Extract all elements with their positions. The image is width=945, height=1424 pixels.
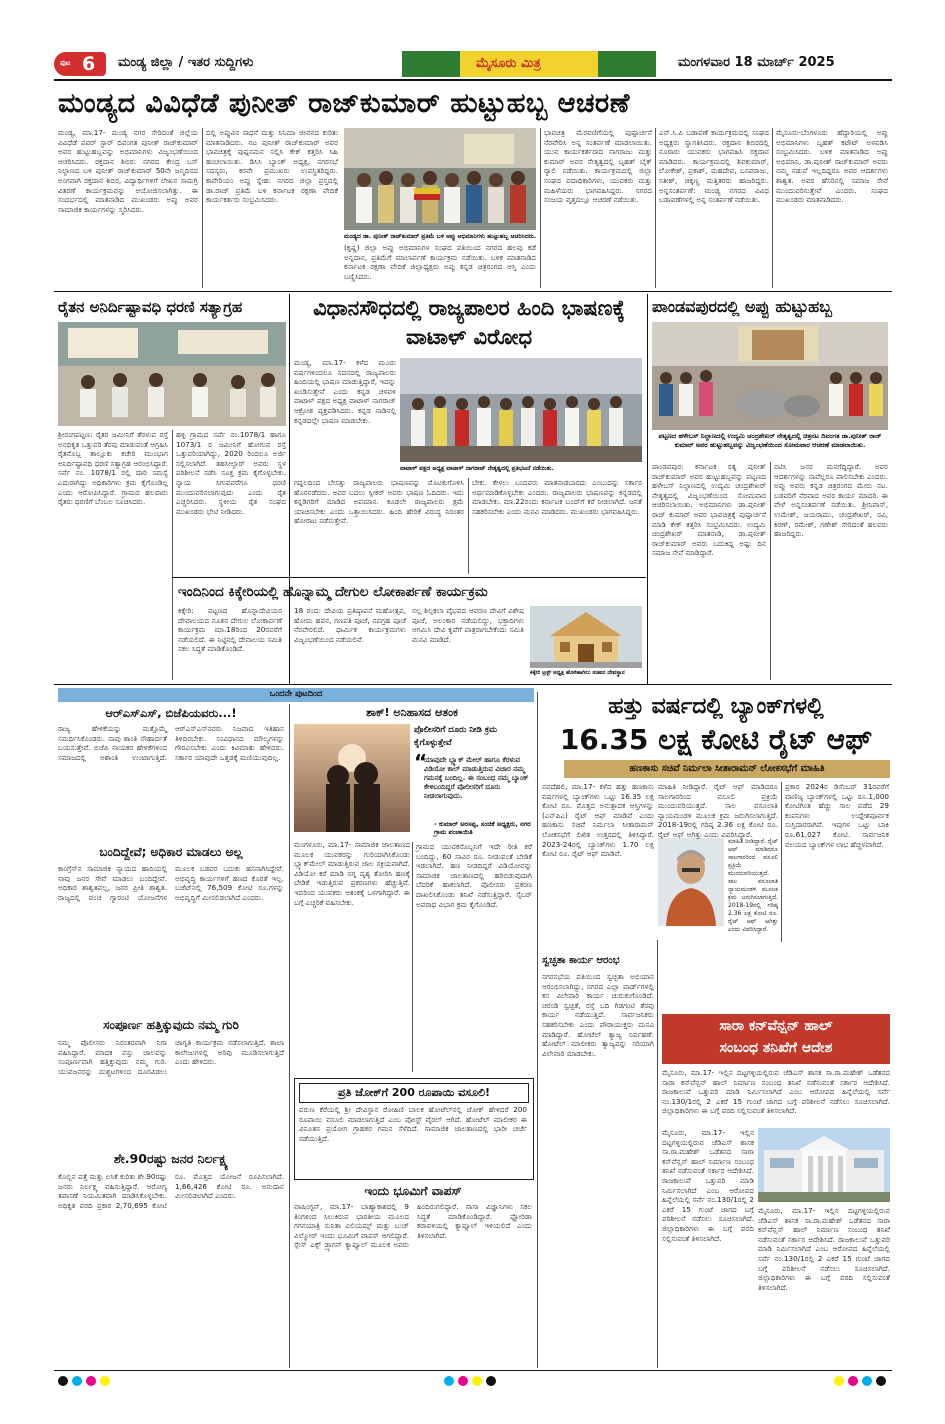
sampoorna-headline: ಸಂಪೂರ್ಣ ಹತ್ತಿಕ್ಕುವುದು ನಮ್ಮ ಗುರಿ [103,1018,239,1032]
joke-box [294,1078,534,1180]
continued-bar [58,688,534,702]
bhoomi-headline: ಇಂದು ಭೂಮಿಗೆ ವಾಪಸ್ [364,1184,462,1198]
shekada-headline: ಶೇ.90ರಷ್ಟು ಜನರ ನಿರ್ಲಕ್ಷ್ಯ [113,1151,229,1166]
page-number-badge [54,52,106,76]
page-label: ಪುಟ [60,59,71,67]
dharna-photo [58,322,286,426]
bandidde-body: ಕಾಂಗ್ರೆಸ್‌ನ ಸಾಮಾಜಿಕ ನ್ಯಾಯದ ಹಾದಿಯಲ್ಲಿ ನಾವು ಜನರ ಸೇವೆ ಮಾಡಲು ಬಂದಿದ್ದೇವೆ. ಅಧಿಕಾರ ಶಾಶ್ವತವಲ್ಲ, ಜನರ ಪ್ರೀತಿ ಶಾಶ್ವತ. ರಾಜ್ಯದಲ್ಲಿ ಪಂಚ ಗ್ಯಾರಂಟಿ ಯೋಜನೆಗಳ ಮೂಲಕ ಬಡವರ ಬದುಕು ಹಸನಾಗಿಸಿದ್ದೇವೆ. ಅಭಿವೃದ್ಧಿ ಕಾರ್ಯಗಳಿಗೆ ಹಣದ ಕೊರತೆ ಇಲ್ಲ. ಬಜೆಟ್‌ನಲ್ಲಿ 76,509 ಕೋಟಿ ರೂ.ಗಳನ್ನು ಅಭಿವೃದ್ಧಿಗೆ ಮೀಸಲಿಡಲಾಗಿದೆ ಎಂದರು. [58,864,284,902]
dharna-body-col1: ಶ್ರೀರಂಗಪಟ್ಟಣ: ರೈತರ ಜಮೀನಿಗೆ ತೆರಳುವ ರಸ್ತೆ ಅನಧಿಕೃತ ಒತ್ತುವರಿ ತೆರವು ಮಾಡುವಂತೆ ಆಗ್ರಹಿಸಿ ರೈತನೊಬ್ಬ ತಾಲ್ಲೂಕು ಕಚೇರಿ ಮುಂಭಾಗ ಅನಿರ್ದಿಷ್ಟಾವಧಿ ಧರಣಿ ಸತ್ಯಾಗ್ರಹ ಆರಂಭಿಸಿದ್ದಾರೆ. ಸರ್ವೆ ನಂ. 1078/1 ರಲ್ಲಿ ದಾರಿ ಸಮಸ್ಯೆ ಎದುರಾಗಿದ್ದು ಅಧಿಕಾರಿಗಳು ಕ್ರಮ ಕೈಗೊಂಡಿಲ್ಲ ಎಂದು ಆರೋಪಿಸಿದ್ದಾರೆ. ಗ್ರಾಮದ ಹಲವಾರು ರೈತರು ಧರಣಿಗೆ ಬೆಂಬಲ ಸೂಚಿಸಿದರು. [58,430,168,507]
paper-name-band [402,51,656,77]
bank-headline-line1: ಹತ್ತು ವರ್ಷದಲ್ಲಿ ಬ್ಯಾಂಕ್‌ಗಳಲ್ಲಿ [608,694,824,719]
celebration-photo-image [652,322,888,430]
protest-group-image [400,358,642,462]
bank-photo [658,838,724,926]
continued-label: ಒಂದನೇ ಪುಟದಿಂದ [269,689,323,699]
section-label: ಮಂಡ್ಯ ಜಿಲ್ಲಾ / ಇತರ ಸುದ್ದಿಗಳು [118,55,254,70]
convention-hall-image [758,1128,890,1202]
temple-headline: ಇಂದಿನಿಂದ ಕಿಕ್ಕೇರಿಯಲ್ಲಿ ಹೊನ್ನಾಮ್ಮ ದೇಗುಲ ಲೋಕಾರ್ಪಣೆ ಕಾರ್ಯಕ್ರಮ [178,584,488,600]
pandavapura-photo [652,322,888,430]
bank-headline-line2: 16.35 ಲಕ್ಷ ಕೋಟಿ ರೈಟ್ ಆಫ್ [559,723,873,756]
lead-body-col2: ದಲ್ಲಿ ಅಪ್ಪುವಿನ ಸಾಧನೆ ಮತ್ತು ಸಿನಿಮಾ ಜೀವನದ ಕುರಿತು ಮಾತನಾಡಿದರು. ನಟ ಪುನೀತ್ ರಾಜ್‌ಕುಮಾರ್ ಅವರ ಭಾವಚಿತ್ರಕ್ಕೆ ಪುಷ್ಪನಮನ ಸಲ್ಲಿಸಿ ಕೇಕ್ ಕತ್ತರಿಸಿ ಸಿಹಿ ಹಂಚಲಾಯಿತು. ಡಿಸಿಸಿ ಬ್ಯಾಂಕ್ ಅಧ್ಯಕ್ಷ, ನಗರಸಭೆ ಸದಸ್ಯರು, ಕರವೇ ಪ್ರಮುಖರು ಉಪಸ್ಥಿತರಿದ್ದರು. ಕಾವೇರಿಯಂ ಅಪ್ಪು ಸ್ನೇಹ: ನಗರದ ಜಿಲ್ಲಾ ಪ್ರಸ್ತದಲ್ಲಿ ಡಾ.ರಾಜ್ ಪ್ರತಿಮೆ ಬಳಿ ಕರ್ನಾಟಕ ರಕ್ಷಣಾ ವೇದಿಕೆ ಕಾರ್ಯಕರ್ತರು ಸಂಭ್ರಮಿಸಿದರು. [206,128,338,205]
bank-subhead [564,760,890,778]
paper-name: ಮೈಸೂರು ಮಿತ್ರ [476,56,541,71]
pandavapura-headline: ಪಾಂಡವಪುರದಲ್ಲಿ ಅಪ್ಪು ಹುಟ್ಟುಹಬ್ಬ [652,297,832,316]
temple-photo [530,606,642,668]
shock-quote: ಯಾವುದೇ ಬ್ಲ್ಯಾಕ್ ಮೇಲ್ ಹಾಗೂ ಕೆರಳುವ ವಿಡಿಯೋ ಕಾಲ್ ಮಾಡುತ್ತಿರುವ ವಿಚಾರ ನಮ್ಮ ಗಮನಕ್ಕೆ ಬಂದಿಲ್ಲ. ಈ ಸಂಬಂಧ ನಮ್ಮ ಬ್ಯಾಂಕ್ ಕೇಳಿಬಂದಿದ್ದರೆ ಪೊಲೀಸರಿಗೆ ದೂರು ನೀಡಲಾಗುವುದು. [424,756,529,800]
joke-body: ವರುಣ ಕೆರೆಯಲ್ಲಿ ಶ್ರೀ ದೇವಿಸ್ಥಾನ ರೋಹಿಣಿ ಬಾಲಕ ಹೋಟೆಲ್‌ನಲ್ಲಿ ಜೋಕ್ ಹೇಳಿದರೆ 200 ರೂಪಾಯಿ ವಸೂಲಿ ಮಾಡಲಾಗುತ್ತಿದೆ ಎಂಬ ಪೋಸ್ಟ್ ವೈರಲ್ ಆಗಿದೆ. ಹೋಟೆಲ್ ಮಾಲೀಕರ ಈ ವಿನೂತನ ಪ್ರಯೋಗ ಗ್ರಾಹಕರ ಗಮನ ಸೆಳೆದಿದೆ. ಸಾಮಾಜಿಕ ಜಾಲತಾಣದಲ್ಲಿ ಭಾರೀ ಚರ್ಚೆ ನಡೆಯುತ್ತಿದೆ. [299,1105,527,1143]
vidhana-body-intro: ಮಂಡ್ಯ, ಮಾ.17- ಕಳೆದ ಮೂರು ವರ್ಷಗಳಿಂದಲೂ ಸದನದಲ್ಲಿ ರಾಜ್ಯಪಾಲರು ಹಿಂದಿಯಲ್ಲಿ ಭಾಷಣ ಮಾಡುತ್ತಿದ್ದಾರೆ, ಇದನ್ನು ಖಂಡಿಸುತ್ತೇವೆ ಎಂದು ಕನ್ನಡ ಚಳವಳಿ ವಾಟಾಳ್ ಪಕ್ಷದ ಅಧ್ಯಕ್ಷ ವಾಟಾಳ್ ನಾಗರಾಜ್ ಆಕ್ರೋಶ ವ್ಯಕ್ತಪಡಿಸಿದರು. ಕನ್ನಡ ನಾಡಿನಲ್ಲಿ ಕನ್ನಡದಲ್ಲೇ ಭಾಷಣ ಮಾಡಬೇಕು. [294,358,396,425]
swachhata-body: ನಗರಸಭೆಯ ವತಿಯಿಂದ ಸ್ವಚ್ಛತಾ ಅಭಿಯಾನ ಆರಂಭಿಸಲಾಗಿದ್ದು, ನಗರದ ಎಲ್ಲಾ ವಾರ್ಡ್‌ಗಳಲ್ಲಿ ಕಸ ವಿಲೇವಾರಿ ಕಾರ್ಯ ಚುರುಕುಗೊಂಡಿದೆ. ಚರಂಡಿ ಸ್ವಚ್ಛತೆ, ರಸ್ತೆ ಬದಿ ಗಿಡಗಂಟಿ ತೆರವು ಕಾರ್ಯ ನಡೆಯುತ್ತಿದೆ. ಸಾರ್ವಜನಿಕರು ಸಹಕರಿಸಬೇಕು ಎಂದು ಪೌರಾಯುಕ್ತರು ಮನವಿ ಮಾಡಿದ್ದಾರೆ. ಹೋಟೆಲ್ ತ್ಯಾಜ್ಯ ನಿರ್ವಹಣೆ: ಹೋಟೆಲ್ ಮಾಲೀಕರು ತ್ಯಾಜ್ಯವನ್ನು ಸರಿಯಾಗಿ ವಿಲೇವಾರಿ ಮಾಡಬೇಕು. [542,972,654,1058]
shock-quote-box [414,750,534,840]
shock-body-col2: ಗ್ರಾಮದ ಯುವಕನೊಬ್ಬನಿಗೆ ಇದೇ ರೀತಿ ಕರೆ ಬಂದಿದ್ದು, 60 ಸಾವಿರ ರೂ. ನೀಡುವಂತೆ ಬೇಡಿಕೆ ಇಡಲಾಗಿದೆ. ಹಣ ನೀಡದಿದ್ದರೆ ವಿಡಿಯೋವನ್ನು ಸಾಮಾಜಿಕ ಜಾಲತಾಣದಲ್ಲಿ ಹರಿಬಿಡುವುದಾಗಿ ಬೆದರಿಕೆ ಹಾಕಲಾಗಿದೆ. ಪೊಲೀಸರು ಪ್ರಕರಣ ದಾಖಲಿಸಿಕೊಂಡು ತನಿಖೆ ನಡೆಸುತ್ತಿದ್ದಾರೆ. ಸೈಬರ್ ಅಪರಾಧ ವಿಭಾಗ ಕ್ರಮ ಕೈಗೊಂಡಿದೆ. [416,842,532,909]
masthead-rule [54,79,892,81]
vidhana-body-col3: ಬೇಕು. ಕೇಳಲು ಬಂದವರು ಮಾತನಾಡಬಾರದು ಎಂಬುದನ್ನು ಸರ್ಕಾರ ಅರ್ಥಮಾಡಿಕೊಳ್ಳಬೇಕು ಎಂದರು. ರಾಜ್ಯಪಾಲರು ಭಾಷಣವನ್ನು ಕನ್ನಡದಲ್ಲಿ ಮಾಡಬೇಕು. ಮಾ.22ರಂದು ಕರ್ನಾಟಕ ಬಂದ್‌ಗೆ ಕರೆ ನೀಡಲಾಗಿದೆ. ಜನತೆ ಸಹಕರಿಸಬೇಕು ಎಂದು ಮನವಿ ಮಾಡಿದರು. ಮುಖಂಡರು ಭಾಗವಹಿಸಿದ್ದರು. [472,478,642,516]
lead-body-col4: ಎನ್.ಸಿ.ಪಿ ಬಡಾವಣೆ ಕಾರ್ಯಕ್ರಮದಲ್ಲಿ ಸಂಘದ ಅಧ್ಯಕ್ಷರು ಸ್ವಾಗತಿಸಿದರು. ರಕ್ತದಾನ ಶಿಬಿರದಲ್ಲಿ ನೂರಾರು ಯುವಕರು ಭಾಗವಹಿಸಿ ರಕ್ತದಾನ ಮಾಡಿದರು. ಕಾರ್ಯಕ್ರಮದಲ್ಲಿ ಶಿವಕುಮಾರ್, ಲೋಕೇಶ್, ಪ್ರಕಾಶ್, ಮಹದೇವ, ಬಸವರಾಜು, ಸತೀಶ್, ಚಿಕ್ಕಣ್ಣ ಮತ್ತಿತರರು ಹಾಜರಿದ್ದರು. ಅನ್ನಸಂತರ್ಪಣೆ: ಮಂಡ್ಯ ನಗರದ ವಿವಿಧ ಬಡಾವಣೆಗಳಲ್ಲಿ ಅನ್ನ ಸಂತರ್ಪಣೆ ನಡೆಯಿತು. [659,128,769,205]
shock-headline: ಶಾಕ್! ಅನಿಹಾಸದ ಆತಂಕ [366,706,458,719]
lead-body-col3: ಭಾವಚಿತ್ರ ಮೆರವಣಿಗೆಯಲ್ಲಿ ಪುಷ್ಪಾರ್ಚನೆ ನೆರವೇರಿಸಿ ಅನ್ನ ಸಂತರ್ಪಣೆ ಮಾಡಲಾಯಿತು. ಯುವ ಕಾರ್ಯಕರ್ತರಾದ ನಾಗರಾಜು ಮತ್ತು ಕುಮಾರ್ ಅವರ ನೇತೃತ್ವದಲ್ಲಿ ಬೃಹತ್ ಬೈಕ್ ರ್‍ಯಾಲಿ ನಡೆಯಿತು. ಕಾರ್ಯಕ್ರಮದಲ್ಲಿ ಜಿಲ್ಲಾ ಸಂಘದ ಪದಾಧಿಕಾರಿಗಳು, ಯುವಕರು ಮತ್ತು ಮಹಿಳೆಯರು ಭಾಗವಹಿಸಿದ್ದರು. ನಗರದ ಸಂಜಯ ವೃತ್ತದಲ್ಲೂ ಆಚರಣೆ ನಡೆಯಿತು. [544,128,652,205]
sara-photo [758,1128,890,1202]
dharna-body-col2: ಹಳ್ಳಿ ಗ್ರಾಮದ ಸರ್ವೆ ನಂ.1078/1 ಹಾಗೂ 1073/1 ರ ಜಮೀನಿಗೆ ಹೋಗುವ ರಸ್ತೆ ಒತ್ತುವರಿಯಾಗಿದ್ದು, 2020 ರಿಂದಲೂ ಅರ್ಜಿ ಸಲ್ಲಿಸಲಾಗಿದೆ. ತಹಸೀಲ್ದಾರ್ ಅವರು ಸ್ಥಳ ಪರಿಶೀಲನೆ ನಡೆಸಿ ಸೂಕ್ತ ಕ್ರಮ ಕೈಗೊಳ್ಳಬೇಕು. ನ್ಯಾಯ ಸಿಗುವವರೆಗೂ ಧರಣಿ ಮುಂದುವರಿಸಲಾಗುವುದು ಎಂದು ರೈತ ಎಚ್ಚರಿಸಿದರು. ಸ್ಥಳೀಯ ರೈತ ಸಂಘದ ಮುಖಂಡರು ಭೇಟಿ ನೀಡಿದರು. [176,430,286,516]
lead-body-col1: ಮಂಡ್ಯ, ಮಾ.17- ಮಂಡ್ಯ ನಗರ ಸೇರಿದಂತೆ ಜಿಲ್ಲೆಯ ವಿವಿಧೆಡೆ ಪವರ್ ಸ್ಟಾರ್ ದಿವಂಗತ ಪುನೀತ್ ರಾಜ್‌ಕುಮಾರ್ ಅವರ ಹುಟ್ಟುಹಬ್ಬವನ್ನು ಅಭಿಮಾನಿಗಳು ವಿಜೃಂಭಣೆಯಿಂದ ಆಚರಿಸಿದರು. ರಕ್ತದಾನ ಶಿಬಿರ: ನಗರದ ಕೇಂದ್ರ ಬಸ್ ನಿಲ್ದಾಣದ ಬಳಿ ಪುನೀತ್ ರಾಜ್‌ಕುಮಾರ್ 50ನೇ ಜನ್ಮದಿನದ ಅಂಗವಾಗಿ ರಕ್ತದಾನ ಶಿಬಿರ, ವಿದ್ಯಾರ್ಥಿಗಳಿಗೆ ಲೇಖನ ಸಾಮಗ್ರಿ ವಿತರಣೆ ಕಾರ್ಯಕ್ರಮವನ್ನು ಆಯೋಜಿಸಲಾಗಿತ್ತು. ಈ ಸಂದರ್ಭದಲ್ಲಿ ಮಾತನಾಡಿದ ಮುಖಂಡರು ಅಪ್ಪು ಅವರ ಸಾಮಾಜಿಕ ಕಾರ್ಯಗಳನ್ನು ಸ್ಮರಿಸಿದರು. [58,128,198,214]
rss-body: ರಾಜ್ಯ ಹೇಳಿಕೆಯನ್ನು ಮತ್ತೊಮ್ಮೆ ಸಮರ್ಥಿಸಿಕೊಂಡರು. ನಾವು ಶಾಂತಿ ಸೌಹಾರ್ದತೆ ಬಯಸುತ್ತೇವೆ. ಬಿಜೆಪಿ ನಾಯಕರ ಹೇಳಿಕೆಗಳಿಂದ ಸಮಾಜದಲ್ಲಿ ಅಶಾಂತಿ ಉಂಟಾಗುತ್ತಿದೆ. ಆರ್‌ಎಸ್‌ಎಸ್‌ನವರು ನಿಜವಾದ ಇತಿಹಾಸ ತಿಳಿದಿರಬೇಕು. ಸಂವಿಧಾನದ ಮೌಲ್ಯಗಳನ್ನು ಗೌರವಿಸಬೇಕು ಎಂದು ಕಿವಿಮಾತು ಹೇಳಿದರು. ಸರ್ಕಾರ ಯಾವುದೇ ಒತ್ತಡಕ್ಕೆ ಮಣಿಯುವುದಿಲ್ಲ. [58,724,284,762]
protest-photo-image [58,322,286,426]
shekada-body: ಕೊಬ್ಬಿನ ಪತ್ತೆ ಮತ್ತು ಲಸಿಕೆ ಕುರಿತು ಶೇ.90ರಷ್ಟು ಜನರು ನಿರ್ಲಕ್ಷ್ಯ ವಹಿಸುತ್ತಿದ್ದಾರೆ. ಆರೋಗ್ಯ ತಪಾಸಣೆ ನಿಯಮಿತವಾಗಿ ಮಾಡಿಸಿಕೊಳ್ಳಬೇಕು. ಅಧಿಕೃತ ವರದಿ ಪ್ರಕಾರ 2,70,695 ಕೋಟಿ ರೂ. ಮೊತ್ತದ ಯೋಜನೆ ರೂಪಿಸಲಾಗಿದೆ. 1,66,426 ಕೋಟಿ ರೂ. ಅನುದಾನ ಮೀಸಲಿಡಲಾಗಿದೆ ಎಂದರು. [58,1172,284,1210]
sara-body-col2: ಮೈಸೂರು, ಮಾ.17- ಇಲ್ಲಿನ ದಟ್ಟಗಳ್ಳಿಯಲ್ಲಿರುವ ಜೆಡಿಎಸ್ ಶಾಸಕ ಸಾ.ರಾ.ಮಹೇಶ್ ಒಡೆತನದ ಸಾರಾ ಕನ್‌ವೆನ್ಷನ್ ಹಾಲ್ ನಿರ್ಮಾಣ ಸಂಬಂಧ ತನಿಖೆ ನಡೆಸುವಂತೆ ಸರ್ಕಾರ ಆದೇಶಿಸಿದೆ. ರಾಜಕಾಲುವೆ ಒತ್ತುವರಿ ಮಾಡಿ ನಿರ್ಮಿಸಲಾಗಿದೆ ಎಂಬ ಆರೋಪದ ಹಿನ್ನೆಲೆಯಲ್ಲಿ ಸರ್ವೆ ನಂ.130/1ರಲ್ಲಿ 2 ಎಕರೆ 15 ಗುಂಟೆ ಜಾಗದ ಬಗ್ಗೆ ಪರಿಶೀಲನೆ ನಡೆಸಲು ಸೂಚಿಸಲಾಗಿದೆ. ಜಿಲ್ಲಾಧಿಕಾರಿಗಳು ಈ ಬಗ್ಗೆ ವರದಿ ಸಲ್ಲಿಸುವಂತೆ ತಿಳಿಸಲಾಗಿದೆ. [758,1206,890,1292]
bhoomi-body: ವಾಷಿಂಗ್ಟನ್, ಮಾ.17- ಬಾಹ್ಯಾಕಾಶದಲ್ಲಿ 9 ತಿಂಗಳಿಂದ ಸಿಲುಕಿರುವ ಭಾರತೀಯ ಮೂಲದ ಗಗನಯಾತ್ರಿ ಸುನಿತಾ ವಿಲಿಯಮ್ಸ್ ಮತ್ತು ಬುಚ್ ವಿಲ್ಮೋರ್ ಇಂದು ಭೂಮಿಗೆ ವಾಪಸ್ ಆಗಲಿದ್ದಾರೆ. ಸ್ಪೇಸ್ ಎಕ್ಸ್ ಡ್ರ್ಯಾಗನ್ ಕ್ಯಾಪ್ಸೂಲ್ ಮೂಲಕ ಅವರು ಹಿಂದಿರುಗಲಿದ್ದಾರೆ. ನಾಸಾ ವಿಜ್ಞಾನಿಗಳು ಸಕಲ ಸಿದ್ಧತೆ ಮಾಡಿಕೊಂಡಿದ್ದಾರೆ. ಫ್ಲೋರಿಡಾ ಕರಾವಳಿಯಲ್ಲಿ ಕ್ಯಾಪ್ಸೂಲ್ ಇಳಿಯಲಿದೆ ಎಂದು ತಿಳಿಸಲಾಗಿದೆ. [294,1202,532,1250]
sara-body-col1: ಮೈಸೂರು, ಮಾ.17- ಇಲ್ಲಿನ ದಟ್ಟಗಳ್ಳಿಯಲ್ಲಿರುವ ಜೆಡಿಎಸ್ ಶಾಸಕ ಸಾ.ರಾ.ಮಹೇಶ್ ಒಡೆತನದ ಸಾರಾ ಕನ್‌ವೆನ್ಷನ್ ಹಾಲ್ ನಿರ್ಮಾಣ ಸಂಬಂಧ ತನಿಖೆ ನಡೆಸುವಂತೆ ಸರ್ಕಾರ ಆದೇಶಿಸಿದೆ. ರಾಜಕಾಲುವೆ ಒತ್ತುವರಿ ಮಾಡಿ ನಿರ್ಮಿಸಲಾಗಿದೆ ಎಂಬ ಆರೋಪದ ಹಿನ್ನೆಲೆಯಲ್ಲಿ ಸರ್ವೆ ನಂ.130/1ರಲ್ಲಿ 2 ಎಕರೆ 15 ಗುಂಟೆ ಜಾಗದ ಬಗ್ಗೆ ಪರಿಶೀಲನೆ ನಡೆಸಲು ಸೂಚಿಸಲಾಗಿದೆ. ಜಿಲ್ಲಾಧಿಕಾರಿಗಳು ಈ ಬಗ್ಗೆ ವರದಿ ಸಲ್ಲಿಸುವಂತೆ ತಿಳಿಸಲಾಗಿದೆ. [662,1128,754,1243]
page-number: 6 [82,53,96,75]
couple-silhouette-image [294,724,410,832]
dharna-headline: ರೈತನ ಅನಿರ್ದಿಷ್ಟಾವಧಿ ಧರಣಿ ಸತ್ಯಾಗ್ರಹ [58,298,243,316]
vidhana-headline: ವಿಧಾನಸೌಧದಲ್ಲಿ ರಾಜ್ಯಪಾಲರ ಹಿಂದಿ ಭಾಷಣಕ್ಕೆ ವಾಟಾಳ್ ವಿರೋಧ [313,296,625,349]
shock-quote-title: ಪೊಲೀಸರಿಗೆ ದೂರು ನೀಡಿ ಕ್ರಮ ಕೈಗೊಳ್ಳುತ್ತೇವೆ [414,725,498,748]
registration-marks [58,1376,888,1388]
shock-quote-author: - ಕುಮಾರ್ ಅರಸಪ್ಪ, ಸಂಚಿಕೆ ಅಧ್ಯಕ್ಷರು, ನಗರ ಗ್ರಾಮ ಪಂಚಾಯಿತಿ [434,820,531,836]
masthead [54,48,892,78]
vidhana-body-col2: ಗದ್ದಲದಿಂದ ಬೇಸತ್ತು ರಾಜ್ಯಪಾಲರು ಭಾಷಣವನ್ನು ಮೊಟಕುಗೊಳಿಸಿ ಹೊರನಡೆದರು. ಅವರ ಬದಲು ಸ್ಪೀಕರ್ ಅವರು ಭಾಷಣ ಓದಿದರು. ಇದು ಕನ್ನಡಿಗರಿಗೆ ಮಾಡಿದ ಅಪಮಾನ. ಕೂಡಲೇ ರಾಜ್ಯಪಾಲರು ಕ್ಷಮೆ ಯಾಚಿಸಬೇಕು ಎಂದು ಒತ್ತಾಯಿಸಿದರು. ಹಿಂದಿ ಹೇರಿಕೆ ವಿರುದ್ಧ ನಿರಂತರ ಹೋರಾಟ ನಡೆಸುತ್ತೇವೆ. [294,478,464,526]
sara-body-top: ಮೈಸೂರು, ಮಾ.17- ಇಲ್ಲಿನ ದಟ್ಟಗಳ್ಳಿಯಲ್ಲಿರುವ ಜೆಡಿಎಸ್ ಶಾಸಕ ಸಾ.ರಾ.ಮಹೇಶ್ ಒಡೆತನದ ಸಾರಾ ಕನ್‌ವೆನ್ಷನ್ ಹಾಲ್ ನಿರ್ಮಾಣ ಸಂಬಂಧ ತನಿಖೆ ನಡೆಸುವಂತೆ ಸರ್ಕಾರ ಆದೇಶಿಸಿದೆ. ರಾಜಕಾಲುವೆ ಒತ್ತುವರಿ ಮಾಡಿ ನಿರ್ಮಿಸಲಾಗಿದೆ ಎಂಬ ಆರೋಪದ ಹಿನ್ನೆಲೆಯಲ್ಲಿ ಸರ್ವೆ ನಂ.130/1ರಲ್ಲಿ 2 ಎಕರೆ 15 ಗುಂಟೆ ಜಾಗದ ಬಗ್ಗೆ ಪರಿಶೀಲನೆ ನಡೆಸಲು ಸೂಚಿಸಲಾಗಿದೆ. ಜಿಲ್ಲಾಧಿಕಾರಿಗಳು ಈ ಬಗ್ಗೆ ವರದಿ ಸಲ್ಲಿಸುವಂತೆ ತಿಳಿಸಲಾಗಿದೆ. [662,1068,890,1116]
sampoorna-body: ನಮ್ಮ ಪೊಲೀಸರು ನಿರಂತರವಾಗಿ ನಿಗಾ ವಹಿಸಿದ್ದಾರೆ. ಮಾದಕ ವಸ್ತು ಜಾಲವನ್ನು ಸಂಪೂರ್ಣವಾಗಿ ಹತ್ತಿಕ್ಕುವುದು ನಮ್ಮ ಗುರಿ. ಯುವಜನರನ್ನು ದುಶ್ಚಟಗಳಿಂದ ದೂರವಿಡಲು ಜಾಗೃತಿ ಕಾರ್ಯಕ್ರಮ ನಡೆಸಲಾಗುತ್ತಿದೆ. ಶಾಲಾ ಕಾಲೇಜುಗಳಲ್ಲಿ ಅರಿವು ಮೂಡಿಸಲಾಗುತ್ತಿದೆ ಎಂದು ಹೇಳಿದರು. [58,1038,284,1076]
sara-banner [662,1014,890,1064]
bank-subhead-text: ಹಣಕಾಸು ಸಚಿವೆ ನಿರ್ಮಲಾ ಸೀತಾರಾಮನ್ ಲೋಕಸಭೆಗೆ ಮಾಹಿತಿ [629,763,825,774]
vidhana-photo-caption: ವಾಟಾಳ್ ಪಕ್ಷದ ಅಧ್ಯಕ್ಷ ವಾಟಾಳ್ ನಾಗರಾಜ್ ನೇತೃತ್ವದಲ್ಲಿ ಪ್ರತಿಭಟನೆ ನಡೆಯಿತು. [400,465,554,472]
vidhana-photo [400,358,642,462]
pandavapura-photo-caption: ಪಟ್ಟಣದ ಹಳೇಬಸ್ ನಿಲ್ದಾಣದಲ್ಲಿ ಉದ್ಯಮಿ ಚಂದ್ರಶೇಖರ್ ನೇತೃತ್ವದಲ್ಲಿ ಚಿತ್ರನಟ ದಿವಂಗತ ಡಾ.ಪುನೀತ್ ರಾಜ್ ಕುಮಾರ್ ಅವರ ಹುಟ್ಟುಹಬ್ಬವನ್ನು ವಿಜೃಂಭಣೆಯಿಂದ ಸೋಮವಾರ ಆಚರಣೆ ಮಾಡಲಾಯಿತು. [658,432,882,449]
group-photo-image [344,128,536,230]
bank-body-col3: ಪ್ರಕಾರ 2024ರ ಡಿಸೆಂಬರ್ 31ರವರೆಗೆ ವಾಣಿಜ್ಯ ಬ್ಯಾಂಕ್‌ಗಳಲ್ಲಿ ಒಟ್ಟು ರೂ.1,000 ಕೋಟಿಗಿಂತ ಹೆಚ್ಚು ಸಾಲ ಪಡೆದ 29 ಕಂಪನಿಗಳು ಉದ್ದೇಶಪೂರ್ವಕ ಸುಸ್ತಿದಾರರಾಗಿವೆ. ಇವುಗಳ ಒಟ್ಟು ಬಾಕಿ ರೂ.61,027 ಕೋಟಿ. ಸಾರ್ವಜನಿಕ ವಲಯದ ಬ್ಯಾಂಕ್‌ಗಳ ಲಾಭ ಹೆಚ್ಚಳವಾಗಿದೆ. [785,782,889,849]
bank-body-col2b: ಮಾಹಿತಿ ನೀಡಿದ್ದಾರೆ. ರೈಟ್ ಆಫ್ ಮಾಡಿದರೂ ಸಾಲಗಾರರಿಂದ ವಸೂಲಿ ಪ್ರಕ್ರಿಯೆ ಮುಂದುವರಿಯುತ್ತದೆ. ಸಾಲ ವಸೂಲಾತಿ ನ್ಯಾಯಮಂಡಳಿ ಮೂಲಕ ಕ್ರಮ ಜರುಗಿಸಲಾಗುತ್ತಿದೆ. 2018-19ರಲ್ಲಿ ಗರಿಷ್ಠ 2.36 ಲಕ್ಷ ಕೋಟಿ ರೂ. ರೈಟ್ ಆಫ್ ಆಗಿತ್ತು ಎಂದು ವಿವರಿಸಿದ್ದಾರೆ. [728,838,778,933]
lead-body-under-photo: (ಕೃಷ್ಣ) ಜಿಲ್ಲಾ ಅಪ್ಪು ಅಭಿಮಾನಿಗಳ ಸಂಘದ ವತಿಯಿಂದ ನಗರದ ಹಲವು ಕಡೆ ಅನ್ನದಾನ, ಪ್ರತಿಮೆಗೆ ಮಾಲಾರ್ಪಣೆ ಕಾರ್ಯಕ್ರಮ ನಡೆಯಿತು. ಬಳಿಕ ಮಾತನಾಡಿದ ಕರ್ನಾಟಕ ರಕ್ಷಣಾ ವೇದಿಕೆ ಜಿಲ್ಲಾಧ್ಯಕ್ಷರು ಅಪ್ಪು ಕನ್ನಡ ಚಿತ್ರರಂಗದ ಆಸ್ತಿ ಎಂದು ಬಣ್ಣಿಸಿದರು. [344,243,536,281]
pandavapura-body-col1: ಪಾಂಡವಪುರ: ಕರ್ನಾಟಕ ರತ್ನ ಪುನೀತ್ ರಾಜ್‌ಕುಮಾರ್ ಅವರ ಹುಟ್ಟುಹಬ್ಬವನ್ನು ಪಟ್ಟಣದ ಹಳೇಬಸ್ ನಿಲ್ದಾಣದಲ್ಲಿ ಉದ್ಯಮಿ ಚಂದ್ರಶೇಖರ್ ನೇತೃತ್ವದಲ್ಲಿ ವಿಜೃಂಭಣೆಯಿಂದ ಸೋಮವಾರ ಆಚರಿಸಲಾಯಿತು. ಅಭಿಮಾನಿಗಳು ಡಾ.ಪುನೀತ್ ರಾಜ್ ಕುಮಾರ್ ಅವರ ಭಾವಚಿತ್ರಕ್ಕೆ ಪುಷ್ಪಾರ್ಚನೆ ಮಾಡಿ ಕೇಕ್ ಕತ್ತರಿಸಿ ಸಂಭ್ರಮಿಸಿದರು. ಉದ್ಯಮಿ ಚಂದ್ರಶೇಖರ್ ಮಾತನಾಡಿ, ಡಾ.ಪುನೀತ್ ರಾಜ್‌ಕುಮಾರ್ ಅವರು ಬದುಕಿದ್ದ ಅಷ್ಟು ದಿನ ಸಮಾಜ ಸೇವೆ ಮಾಡಿದ್ದಾರೆ. [652,462,766,558]
temple-photo-caption: ಕಿಕ್ಕೇರಿ ಟ್ರಸ್ಟ್ ಅಧ್ಯಕ್ಷ ಹೊಳಿಹಾಗಿಲು ಸಚಿವರ ದೇವಸ್ಥಾನ [530,670,625,676]
temple-body-col3: ನಲ್ಲ ಶಿಲ್ಪಕಲಾ ವೈಭವದ ಆವರಣ ದೇವಿಗೆ ವಿಶೇಷ ಪೂಜೆ, ಅಲಂಕಾರ ನಡೆಯಲಿದ್ದು, ಭಕ್ತಾದಿಗಳು ಆಗಮಿಸಿ ದೇವಿ ಕೃಪೆಗೆ ಪಾತ್ರರಾಗಬೇಕೆಂದು ಸಮಿತಿ ಮನವಿ ಮಾಡಿದೆ. [412,606,524,644]
shock-photo [294,724,410,832]
shock-body-col1: ಮಂಗಳೂರು, ಮಾ.17- ಸಾಮಾಜಿಕ ಜಾಲತಾಣದ ಮೂಲಕ ಯುವಕರನ್ನು ಗುರಿಯಾಗಿಸಿಕೊಂಡು ಬ್ಲ್ಯಾಕ್‌ಮೇಲ್ ಮಾಡುತ್ತಿರುವ ಜಾಲ ಸಕ್ರಿಯವಾಗಿದೆ. ವಿಡಿಯೋ ಕರೆ ಮಾಡಿ ನಗ್ನ ದೃಶ್ಯ ತೋರಿಸಿ ಹಣಕ್ಕೆ ಬೇಡಿಕೆ ಇಡುತ್ತಿರುವ ಪ್ರಕರಣಗಳು ಹೆಚ್ಚುತ್ತಿವೆ. ಇದರಿಂದ ಯುವಕರು ಆತಂಕಕ್ಕೆ ಒಳಗಾಗಿದ್ದಾರೆ. ಈ ಬಗ್ಗೆ ಎಚ್ಚರಿಕೆ ವಹಿಸಬೇಕು. [294,840,410,907]
minister-portrait-image [658,838,724,926]
lead-photo-caption: ಮಂಡ್ಯದ ಡಾ. ಪುನೀತ್ ರಾಜ್‌ಕುಮಾರ್ ಪ್ರತಿಮೆ ಬಳಿ ಅಪ್ಪು ಅಭಿಮಾನಿಗಳು ಹುಟ್ಟುಹಬ್ಬ ಆಚರಿಸಿದರು. [344,233,537,240]
lead-photo [344,128,536,230]
bank-body-col2: ಮಾಹಿತಿ ನೀಡಿದ್ದಾರೆ. ರೈಟ್ ಆಫ್ ಮಾಡಿದರೂ ಸಾಲಗಾರರಿಂದ ವಸೂಲಿ ಪ್ರಕ್ರಿಯೆ ಮುಂದುವರಿಯುತ್ತದೆ. ಸಾಲ ವಸೂಲಾತಿ ನ್ಯಾಯಮಂಡಳಿ ಮೂಲಕ ಕ್ರಮ ಜರುಗಿಸಲಾಗುತ್ತಿದೆ. 2018-19ರಲ್ಲಿ ಗರಿಷ್ಠ 2.36 ಲಕ್ಷ ಕೋಟಿ ರೂ. ರೈಟ್ ಆಫ್ ಆಗಿತ್ತು ಎಂದು ವಿವರಿಸಿದ್ದಾರೆ. [658,782,778,839]
sara-headline-line1: ಸಾರಾ ಕನ್‌ವೆನ್ಷನ್ ಹಾಲ್ [719,1018,833,1034]
rss-headline: ಆರ್‌ಎಸ್‌ಎಸ್, ಬಿಜೆಪಿಯವರು...! [105,706,237,720]
sara-headline-line2: ಸಂಬಂಧ ತನಿಖೆಗೆ ಆದೇಶ [719,1040,833,1056]
bandidde-headline: ಬಂದಿದ್ದೇವೆ; ಅಧಿಕಾರ ಮಾಡಲು ಅಲ್ಲ [99,845,243,859]
issue-date: ಮಂಗಳವಾರ 18 ಮಾರ್ಚ್ 2025 [678,55,835,70]
temple-body-col1: ಕಿಕ್ಕೇರಿ: ಪಟ್ಟಣದ ಹೊನ್ನಾದೇವಿಯರ ದೇವಾಲಯದ ನೂತನ ದೇಗುಲ ಲೋಕಾರ್ಪಣೆ ಕಾರ್ಯಕ್ರಮ ಮಾ.18ರಿಂದ 20ರವರೆಗೆ ನಡೆಯಲಿದೆ. ಈ ನಿಟ್ಟಿನಲ್ಲಿ ದೇವಾಲಯ ಸಮಿತಿ ಸಕಲ ಸಿದ್ಧತೆ ಮಾಡಿಕೊಂಡಿದೆ. [178,606,282,654]
pandavapura-body-col2: ನಟಿಸಿ ಜನರ ಮನಗೆದ್ದಿದ್ದಾರೆ. ಅವರ ಆದರ್ಶಗಳನ್ನು ನಾವೆಲ್ಲರೂ ಪಾಲಿಸಬೇಕು ಎಂದರು. ಅಪ್ಪು ಅವರು ಕನ್ನಡ ಚಿತ್ರರಂಗದ ಮೇರು ನಟ. ಬಡವರಿಗೆ ನೆರವಾದ ಅವರ ಕಾರ್ಯ ಮಾದರಿ. ಈ ವೇಳೆ ಅನ್ನಸಂತರ್ಪಣೆ ನಡೆಯಿತು. ಶ್ರೀನಿವಾಸ್, ಉಮೇಶ್, ಜಯರಾಮು, ಚಂದ್ರಶೇಖರ್, ರವಿ, ಕಿರಣ್, ರಮೇಶ್, ಗಣೇಶ್ ಸೇರಿದಂತೆ ಹಲವರು ಹಾಜರಿದ್ದರು. [774,462,888,539]
joke-headline: ಪ್ರತಿ ಜೋಕ್‌ಗೆ 200 ರೂಪಾಯಿ ವಸೂಲಿ! [299,1083,529,1103]
bank-body-col1: ನವದೆಹಲಿ, ಮಾ.17- ಕಳೆದ ಹತ್ತು ಹಣಕಾಸು ವರ್ಷಗಳಲ್ಲಿ ಬ್ಯಾಂಕ್‌ಗಳು ಒಟ್ಟು 16.35 ಲಕ್ಷ ಕೋಟಿ ರೂ. ಮೊತ್ತದ ಅನುತ್ಪಾದಕ ಆಸ್ತಿಗಳನ್ನು (ಎನ್‌ಪಿಎ) ರೈಟ್ ಆಫ್ ಮಾಡಿವೆ ಎಂದು ಹಣಕಾಸು ಸಚಿವೆ ನಿರ್ಮಲಾ ಸೀತಾರಾಮನ್ ಲೋಕಸಭೆಗೆ ಲಿಖಿತ ಉತ್ತರದಲ್ಲಿ ತಿಳಿಸಿದ್ದಾರೆ. 2023-24ರಲ್ಲಿ ಬ್ಯಾಂಕ್‌ಗಳು 1.70 ಲಕ್ಷ ಕೋಟಿ ರೂ. ರೈಟ್ ಆಫ್ ಮಾಡಿವೆ. [542,782,654,859]
lead-body-col5: ಮೈಸೂರು-ಬೆಂಗಳೂರು ಹೆದ್ದಾರಿಯಲ್ಲಿ ಅಪ್ಪು ಅಭಿಮಾನಿಗಳು ಬೃಹತ್ ಕಟೌಟ್ ಅಳವಡಿಸಿ ಸಂಭ್ರಮಿಸಿದರು. ಬಳಿಕ ಮಾತನಾಡಿದ ಅಪ್ಪು ಅಭಿಮಾನಿ, ಡಾ.ಪುನೀತ್ ರಾಜ್‌ಕುಮಾರ್ ಅವರು ನಮ್ಮ ನಡುವೆ ಇಲ್ಲದಿದ್ದರೂ ಅವರ ಆದರ್ಶಗಳು ಶಾಶ್ವತ. ಅವರ ಹೆಸರಿನಲ್ಲಿ ಸಮಾಜ ಸೇವೆ ಮುಂದುವರಿಸುತ್ತೇವೆ ಎಂದರು. ಸಂಘದ ಮುಖಂಡರು ಮಾತನಾಡಿದರು. [776,128,888,205]
quote-mark-icon: “ [414,750,428,774]
temple-image [530,606,642,668]
swachhata-headline: ಸ್ವಚ್ಛತಾ ಕಾರ್ಯ ಆರಂಭ [542,955,620,966]
temple-body-col2: 18 ರಂದು ದೇವಿಯ ಪ್ರತಿಷ್ಠಾಪನೆ ಮಹೋತ್ಸವ, ಹೋಮ ಹವನ, ಗಣಪತಿ ಪೂಜೆ, ನವಗ್ರಹ ಪೂಜೆ ನೆರವೇರಲಿದೆ. ಧಾರ್ಮಿಕ ಕಾರ್ಯಕ್ರಮಗಳು ವಿಜೃಂಭಣೆಯಿಂದ ನಡೆಯಲಿವೆ. [294,606,406,644]
lead-headline: ಮಂಡ್ಯದ ವಿವಿಧೆಡೆ ಪುನೀತ್ ರಾಜ್‌ಕುಮಾರ್ ಹುಟ್ಟುಹಬ್ಬ ಆಚರಣೆ [58,88,630,119]
